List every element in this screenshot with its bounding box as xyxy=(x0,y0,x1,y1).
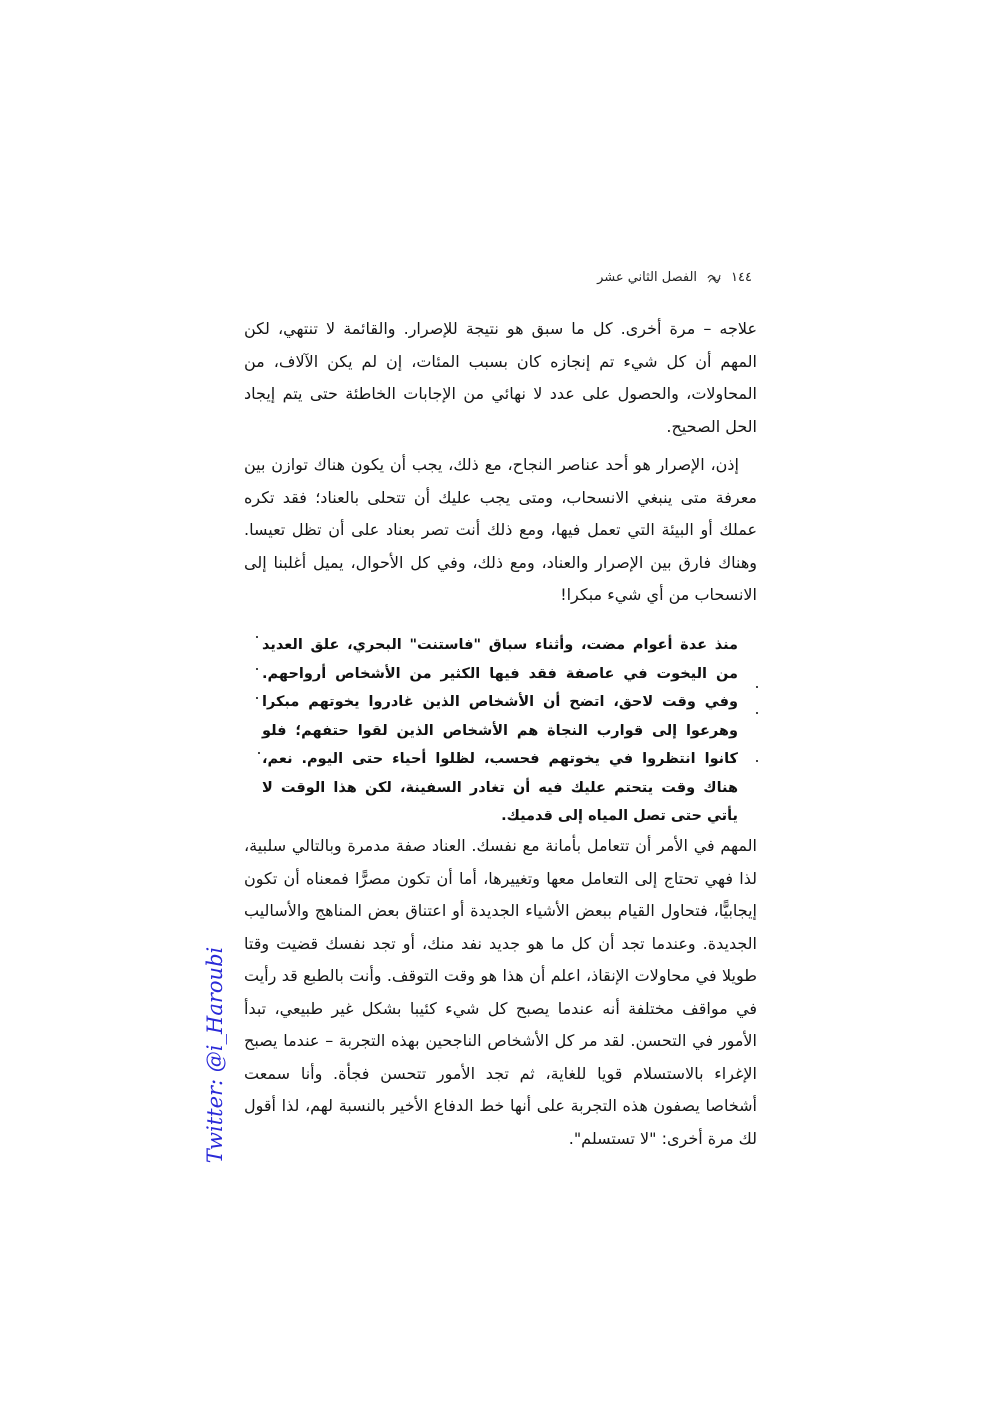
paragraph-3: المهم في الأمر أن تتعامل بأمانة مع نفسك. العناد صفة مدمرة وبالتالي سلبية، لذا فهي تحتاج إلى التعامل معها وتغييرها، أما أن تكون مصرًّا فمعناه أن تكون إيجابيًّا، فتحاول القيام ببعض الأشياء الجديدة أو اعتناق بعض المناهج والأساليب الجديدة. وعندما تجد أن كل ما هو جديد نفد منك، أو تجد نفسك قضيت وقتا طويلا في محاولات الإنقاذ، اعلم أن هذا هو وقت التوقف. وأنت بالطبع قد رأيت في مواقف مختلفة أنه عندما يصبح كل شيء كئيبا بشكل غير طبيعي، تبدأ الأمور في التحسن. لقد مر كل الأشخاص الناجحين بهذه التجربة – عندما يصبح الإغراء بالاستسلام قويا للغاية، ثم تجد الأمور تتحسن فجأة. وأنا سمعت أشخاصا يصفون هذه التجربة على أنها خط الدفاع الأخير بالنسبة لهم، لذا أقول لك مرة أخرى: "لا تستسلم". xyxy=(244,836,757,1148)
scan-artifact xyxy=(256,697,258,699)
scan-artifact xyxy=(756,712,758,714)
scan-artifact xyxy=(256,668,258,670)
chapter-title: الفصل الثاني عشر xyxy=(597,270,698,285)
page-number: ١٤٤ xyxy=(731,270,752,285)
running-header xyxy=(597,270,752,285)
boxed-quote: منذ عدة أعوام مضت، وأثناء سباق "فاستنت" البحري، علق العديد من اليخوت في عاصفة فقد فيها الكثير من الأشخاص أرواحهم. وفي وقت لاحق، اتضح أن الأشخاص الذين غادروا يخوتهم مبكرا وهرعوا إلى قوارب النجاة هم الأشخاص الذين لقوا حتفهم؛ فلو كانوا انتظروا في يخوتهم فحسب، لظلوا أحياء حتى اليوم. نعم، هناك وقت يتحتم عليك فيه أن تغادر السفينة، لكن هذا الوقت لا يأتي حتى تصل المياه إلى قدميك. xyxy=(262,637,738,824)
scan-artifact xyxy=(258,752,260,754)
paragraph-2: إذن، الإصرار هو أحد عناصر النجاح، مع ذلك، يجب أن يكون هناك توازن بين معرفة متى ينبغي الانسحاب، ومتى يجب عليك أن تتحلى بالعناد؛ فقد تكره عملك أو البيئة التي تعمل فيها، ومع ذلك أنت تصر بعناد على أن تظل تعيسا. وهناك فارق بين الإصرار والعناد، ومع ذلك، وفي كل الأحوال، يميل أغلبنا إلى الانسحاب من أي شيء مبكرا! xyxy=(244,455,757,604)
scan-artifact xyxy=(256,636,258,638)
scan-artifact xyxy=(756,760,758,762)
watermark-text: Twitter: @i_Haroubi xyxy=(203,946,227,1164)
scan-artifact xyxy=(756,686,758,688)
paragraph-1: علاجه – مرة أخرى. كل ما سبق هو نتيجة للإصرار. والقائمة لا تنتهي، لكن المهم أن كل شيء تم إنجازه كان بسبب المئات، إن لم يكن الآلاف، من المحاولات، والحصول على عدد لا نهائي من الإجابات الخاطئة حتى يتم إيجاد الحل الصحيح. xyxy=(244,319,757,436)
twitter-watermark xyxy=(200,946,230,1164)
flourish-icon xyxy=(707,272,721,284)
